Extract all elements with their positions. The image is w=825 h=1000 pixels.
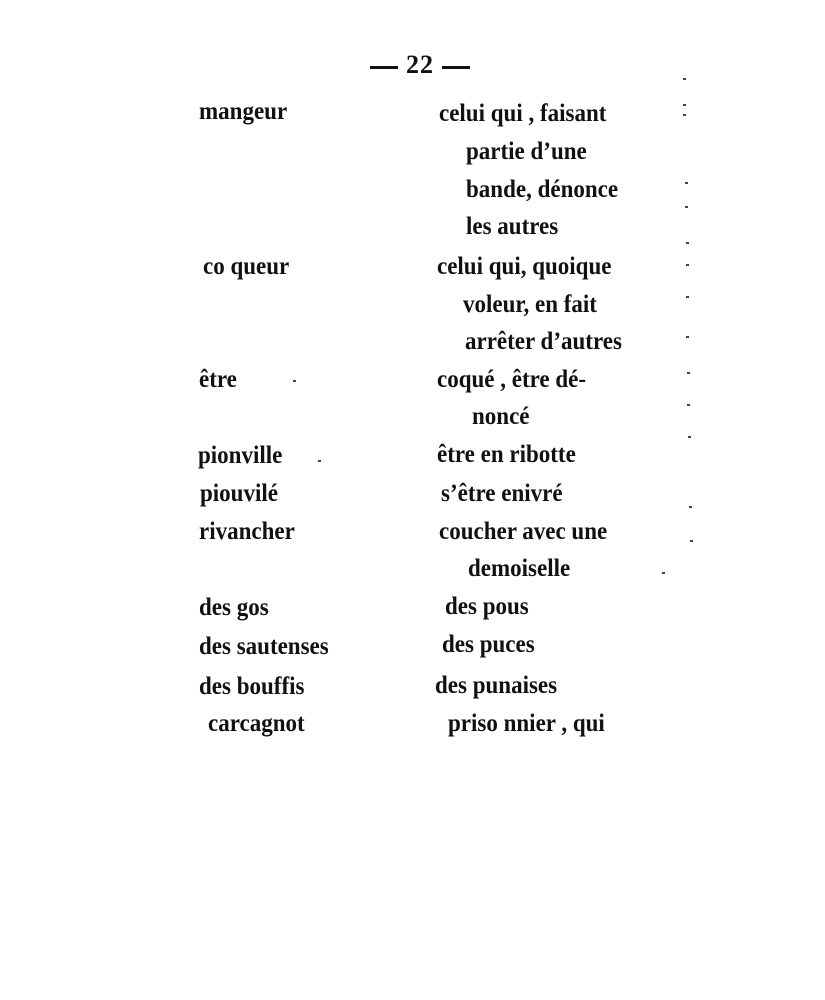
- scan-speck: [683, 78, 686, 80]
- entry-definition-line: celui qui , faisant: [439, 100, 607, 127]
- scan-speck: [686, 296, 689, 298]
- entry-term: mangeur: [199, 98, 288, 125]
- scan-speck: [686, 264, 689, 266]
- entry-definition-line: les autres: [466, 213, 559, 240]
- scan-speck: [293, 380, 296, 382]
- entry-definition-line: demoiselle: [468, 555, 571, 582]
- scan-speck: [318, 460, 321, 462]
- entry-definition-line: partie d’une: [466, 138, 587, 165]
- entry-definition-line: bande, dénonce: [466, 176, 619, 203]
- entry-term: des bouffis: [199, 673, 305, 700]
- page-header: [350, 50, 490, 80]
- entry-term: rivancher: [199, 518, 295, 545]
- entry-term: pionville: [198, 442, 283, 469]
- scan-speck: [686, 242, 689, 244]
- scan-speck: [690, 540, 693, 542]
- entry-term: piouvilé: [200, 480, 278, 507]
- scan-speck: [685, 206, 688, 208]
- entry-definition-line: des punaises: [435, 672, 558, 699]
- scan-speck: [683, 104, 686, 106]
- entry-definition-line: coqué , être dé-: [437, 366, 587, 393]
- scan-speck: [689, 506, 692, 508]
- entry-definition-line: s’être enivré: [441, 480, 563, 507]
- entry-term: co queur: [203, 253, 290, 280]
- entry-term: être: [199, 366, 237, 393]
- entry-definition-line: être en ribotte: [437, 441, 576, 468]
- entry-definition-line: noncé: [472, 403, 530, 430]
- header-dash-right: [442, 66, 470, 69]
- scan-speck: [686, 336, 689, 338]
- entry-term: des sautenses: [199, 633, 329, 660]
- entry-definition-line: arrêter d’autres: [465, 328, 622, 355]
- entry-definition-line: voleur, en fait: [463, 291, 597, 318]
- page-number: 22: [406, 50, 434, 79]
- entry-term: carcagnot: [208, 710, 305, 737]
- scan-speck: [687, 372, 690, 374]
- entry-definition-line: des pous: [445, 593, 529, 620]
- entry-definition-line: celui qui, quoique: [437, 253, 612, 280]
- scan-speck: [683, 114, 686, 116]
- header-dash-left: [370, 66, 398, 69]
- entry-definition-line: coucher avec une: [439, 518, 608, 545]
- entry-term: des gos: [199, 594, 269, 621]
- scan-speck: [662, 572, 665, 574]
- scan-speck: [685, 182, 688, 184]
- entry-definition-line: priso nnier , qui: [448, 710, 605, 737]
- entry-definition-line: des puces: [442, 631, 535, 658]
- scan-speck: [687, 404, 690, 406]
- scan-speck: [688, 436, 691, 438]
